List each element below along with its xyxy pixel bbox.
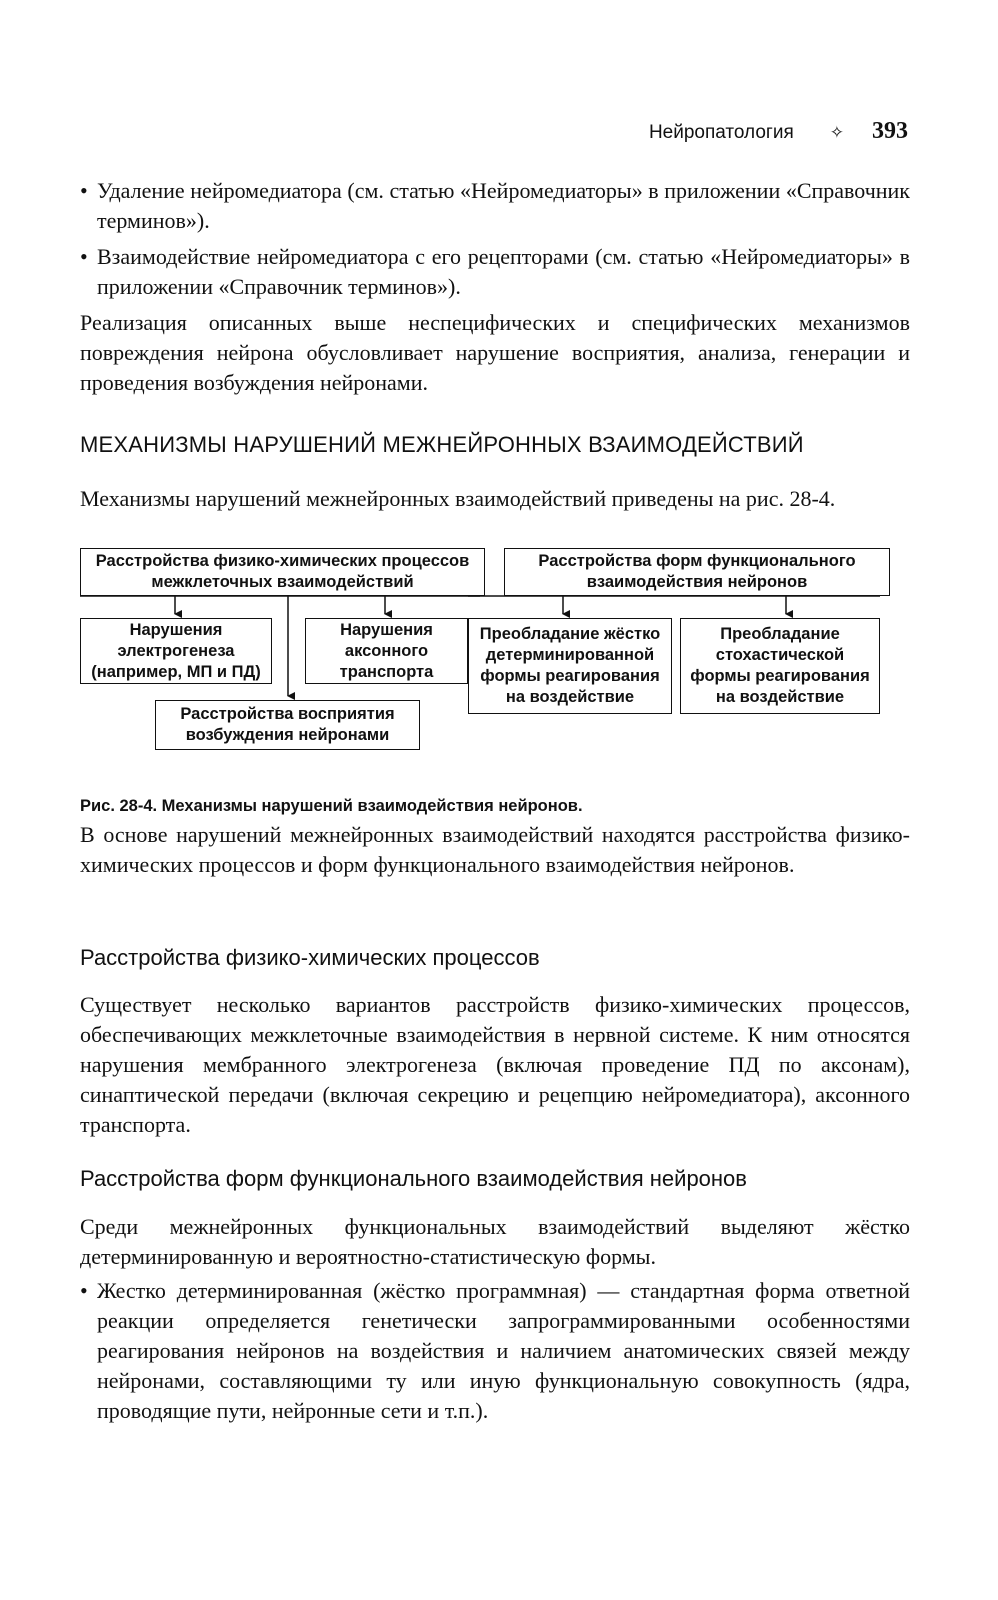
list-item bbox=[80, 242, 910, 302]
mechanisms-diagram bbox=[80, 548, 920, 788]
section-lead: Механизмы нарушений межнейронных взаимодействий приведены на рис. 28-4. bbox=[80, 486, 836, 511]
bullet-dot-icon: • bbox=[80, 1278, 88, 1303]
figure-caption: Рис. 28-4. Механизмы нарушений взаимодействия нейронов. bbox=[80, 797, 583, 815]
box-perception: Расстройства восприятия возбуждения нейронами bbox=[155, 700, 420, 750]
subsection-heading-physchem: Расстройства физико-химических процессов bbox=[80, 945, 540, 970]
subsection-physchem-text: Существует несколько вариантов расстройств физико-химических процессов, обеспечивающих межклеточные взаимодействия в нервной системе. К ним относятся нарушения мембранного электрогенеза (включая проведение ПД по аксонам), синаптической передачи (включая секрецию и рецепцию нейромедиатора), аксонного транспорта. bbox=[80, 992, 910, 1137]
box-functional: Расстройства форм функционального взаимодействия нейронов bbox=[504, 548, 890, 596]
box-axonal-transport: Нарушения аксонного транспорта bbox=[305, 618, 468, 684]
running-title: Нейропатология bbox=[648, 122, 794, 143]
box-physicochemical: Расстройства физико-химических процессов межклеточных взаимодействий bbox=[80, 548, 485, 596]
intro-paragraph: Реализация описанных выше неспецифических и специфических механизмов повреждения нейрона обусловливает нарушение восприятия, анализа, генерации и проведения возбуждения нейронами. bbox=[80, 310, 910, 395]
list-item-text: Взаимодействие нейромедиатора с его рецепторами (см. статью «Нейромедиаторы» в приложении «Справочник терминов»). bbox=[97, 244, 910, 299]
subsection-heading-functional: Расстройства форм функционального взаимодействия нейронов bbox=[80, 1166, 747, 1191]
box-electrogenesis: Нарушения электрогенеза (например, МП и ПД) bbox=[80, 618, 272, 684]
subsection-functional-text: Среди межнейронных функциональных взаимодействий выделяют жёстко детерминированную и вероятностно-статистическую формы. bbox=[80, 1214, 910, 1269]
box-deterministic: Преобладание жёстко детерминированной формы реагирования на воздействие bbox=[468, 618, 672, 714]
body-paragraph: В основе нарушений межнейронных взаимодействий находятся расстройства физико-химических процессов и форм функционального взаимодействия нейронов. bbox=[80, 822, 910, 877]
bullet-dot-icon: • bbox=[80, 244, 88, 269]
page-number: 393 bbox=[872, 118, 908, 144]
bullet-dot-icon: • bbox=[80, 178, 88, 203]
box-stochastic: Преобладание стохастической формы реагирования на воздействие bbox=[680, 618, 880, 714]
running-head bbox=[649, 118, 908, 145]
list-item-text: Жестко детерминированная (жёстко программная) — стандартная форма ответной реакции определяется генетически запрограммированными особенностями реагирования нейронов на воздействия и наличием анатомических связей между нейронами, составляющими ту или иную функциональную совокупность (ядра, проводящие пути, нейронные сети и т.п.). bbox=[97, 1278, 910, 1423]
section-heading: МЕХАНИЗМЫ НАРУШЕНИЙ МЕЖНЕЙРОННЫХ ВЗАИМОДЕЙСТВИЙ bbox=[80, 432, 804, 457]
list-item bbox=[80, 176, 910, 236]
list-item-text: Удаление нейромедиатора (см. статью «Нейромедиаторы» в приложении «Справочник терминов»). bbox=[97, 178, 910, 233]
list-item bbox=[80, 1276, 910, 1426]
diamond-separator-icon: ✧ bbox=[829, 123, 844, 142]
